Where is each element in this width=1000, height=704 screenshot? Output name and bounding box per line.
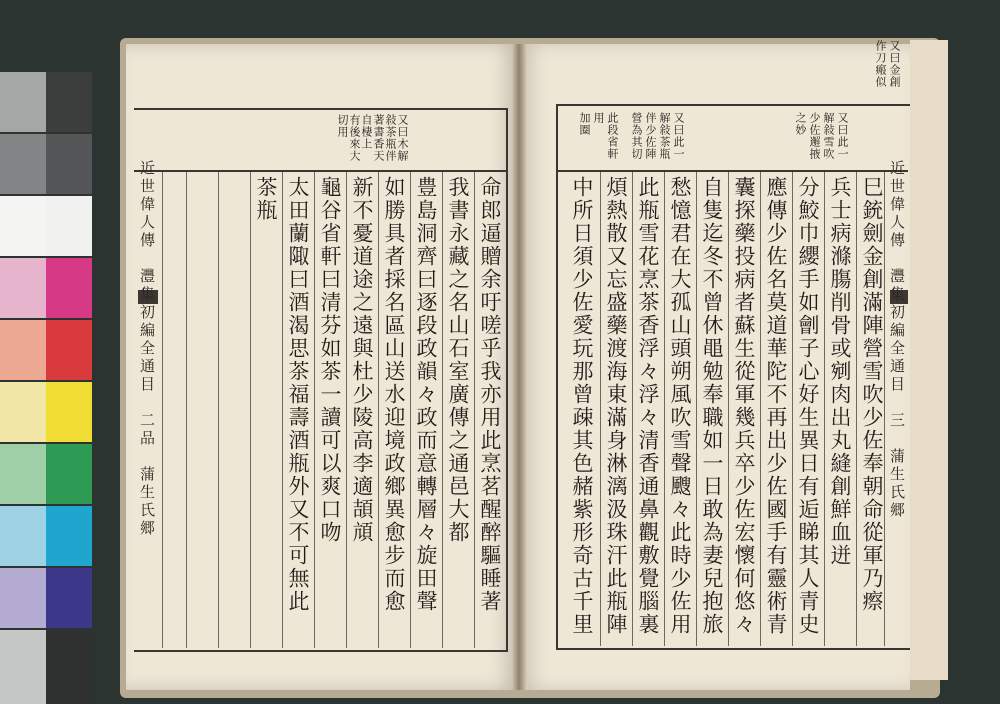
column-rule xyxy=(314,172,315,648)
headnote: 用 xyxy=(592,112,605,124)
color-patch xyxy=(46,320,92,380)
color-patch xyxy=(46,506,92,566)
headnote: 加圈 xyxy=(578,112,591,136)
headnote: 又曰此一 xyxy=(836,112,849,160)
headnote: 著書香天 xyxy=(372,114,385,162)
text-column: 中所日須少佐愛玩那曾疎其色赭紫形奇古千里 xyxy=(570,176,594,636)
headnote: 敍茶瓶伴 xyxy=(384,114,397,162)
text-column: 龜谷省軒曰清芬如茶一讀可以爽口吻 xyxy=(318,176,342,544)
headnote: 有後來大 xyxy=(348,114,361,162)
headnote: 切用 xyxy=(336,114,349,138)
book-gutter xyxy=(512,44,526,690)
headnote: 解敍雪吹 xyxy=(822,112,835,160)
headnote-divider xyxy=(134,170,508,172)
center-column-title: 近世偉人傳 灃集初編全通目 三 蒲生氏郷 xyxy=(888,160,906,520)
headnote: 又曰金創 xyxy=(888,40,901,88)
text-column: 我書永藏之名山石室廣傳之通邑大都 xyxy=(446,176,470,544)
color-patch xyxy=(0,196,46,256)
text-column: 愁憶君在大孤山頭朔風吹雪聲颼々此時少佐用 xyxy=(668,176,692,636)
color-patch xyxy=(46,382,92,442)
color-patch xyxy=(0,72,46,132)
headnote: 少佐邂掖 xyxy=(808,112,821,160)
text-column: 巳銃劍金創滿陣營雪吹少佐奉朝命從軍乃瘵 xyxy=(860,176,884,613)
headnote: 之妙 xyxy=(794,112,807,136)
color-patch xyxy=(0,444,46,504)
column-rule xyxy=(856,172,857,646)
text-column: 此瓶雪花烹茶香浮々浮々清香通鼻觀敷覺腦裏 xyxy=(636,176,660,636)
center-column-title: 近世偉人傳 灃集初編全通目 二品 蒲生氏郷 xyxy=(138,160,156,538)
color-calibration-chart xyxy=(0,72,92,704)
text-column: 太田蘭陬曰酒渴思茶福壽酒瓶外又不可無此 xyxy=(286,176,310,613)
color-patch xyxy=(0,134,46,194)
column-rule xyxy=(632,172,633,646)
column-rule xyxy=(282,172,283,648)
column-rule xyxy=(760,172,761,646)
column-rule xyxy=(792,172,793,646)
color-patch xyxy=(46,258,92,318)
column-rule xyxy=(162,172,163,648)
headnote: 作刀瘢似 xyxy=(874,40,887,88)
color-patch xyxy=(0,382,46,442)
text-column: 應傳少佐名莫道華陀不再出少佐國手有靈術青 xyxy=(764,176,788,636)
column-rule xyxy=(824,172,825,646)
color-patch xyxy=(46,72,92,132)
headnote: 營為其切 xyxy=(630,112,643,160)
color-patch xyxy=(46,568,92,628)
page-stack-edge xyxy=(910,40,948,680)
column-rule xyxy=(186,172,187,648)
text-column: 豊島洞齊曰逐段政韻々政而意轉層々旋田聲 xyxy=(414,176,438,613)
column-rule xyxy=(250,172,251,648)
text-column: 煩熱散又忘盛藥渡海東滿身淋漓汲珠汗此瓶陣 xyxy=(604,176,628,636)
text-column: 兵士病滌膓削骨或剜肉出丸縫創鮮血迸 xyxy=(828,176,852,567)
column-rule xyxy=(696,172,697,646)
text-column: 分鮫巾纓手如劊子心好生異日有逅睇其人青史 xyxy=(796,176,820,636)
column-rule xyxy=(728,172,729,646)
headnote: 此段省軒 xyxy=(606,112,619,160)
color-patch xyxy=(46,134,92,194)
color-patch xyxy=(46,196,92,256)
text-column: 自隻迄冬不曾休黽勉奉職如一日敢為妻兒抱旅 xyxy=(700,176,724,636)
color-patch xyxy=(0,258,46,318)
column-rule xyxy=(474,172,475,648)
headnote: 又曰此一 xyxy=(672,112,685,160)
headnote: 自棲上 xyxy=(360,114,373,150)
headnote: 又曰木解 xyxy=(396,114,409,162)
color-patch xyxy=(46,630,92,704)
text-column: 命郎逼贈余吁嗟乎我亦用此烹茗醒醉驅睡著 xyxy=(478,176,502,613)
column-rule xyxy=(600,172,601,646)
column-rule xyxy=(442,172,443,648)
color-patch xyxy=(0,506,46,566)
color-patch xyxy=(0,630,46,704)
column-rule xyxy=(664,172,665,646)
headnote: 解敍茶瓶 xyxy=(658,112,671,160)
text-column: 囊探藥投病者蘇生從軍幾兵卒少佐宏懷何悠々 xyxy=(732,176,756,636)
color-patch xyxy=(0,568,46,628)
text-column: 新不憂道途之遠與杜少陵高李適頡頏 xyxy=(350,176,374,544)
text-column: 茶瓶 xyxy=(254,176,278,222)
headnote: 伴少佐陣 xyxy=(644,112,657,160)
text-column: 如勝具者採名區山送水迎境政鄉異愈步而愈 xyxy=(382,176,406,613)
column-rule xyxy=(410,172,411,648)
color-patch xyxy=(46,444,92,504)
column-rule xyxy=(346,172,347,648)
column-rule xyxy=(218,172,219,648)
column-rule xyxy=(378,172,379,648)
color-patch xyxy=(0,320,46,380)
